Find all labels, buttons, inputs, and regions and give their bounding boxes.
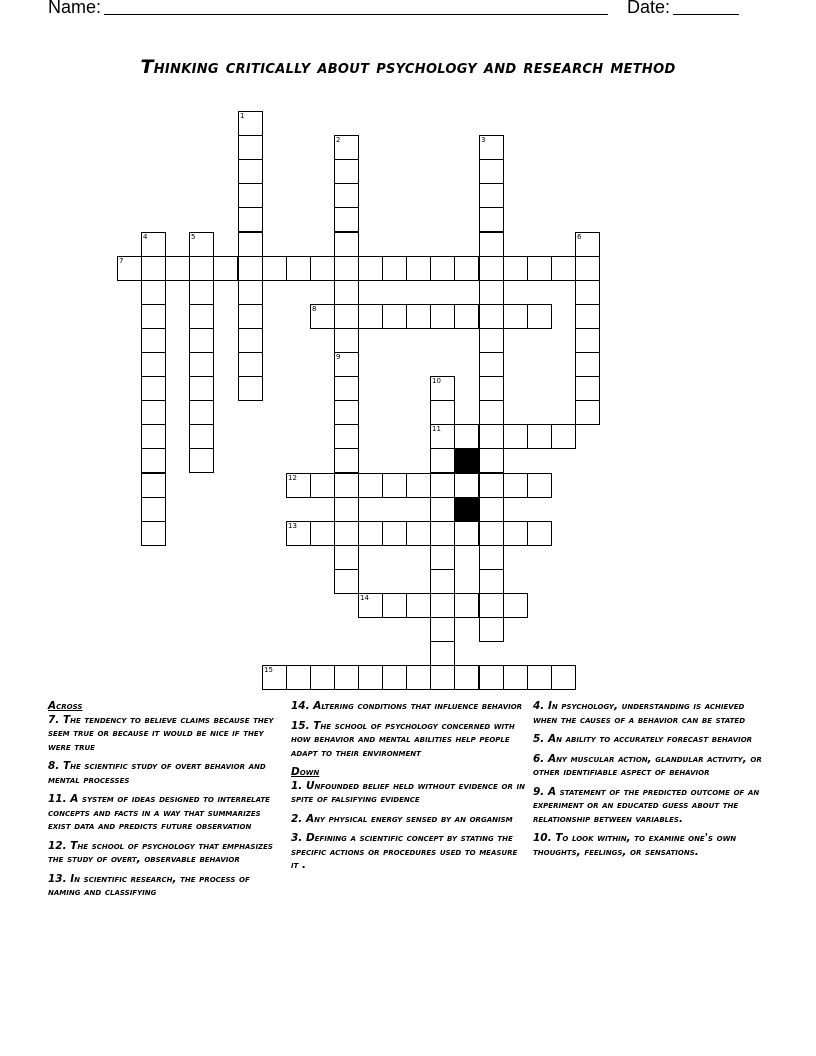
grid-cell[interactable] — [238, 304, 263, 329]
grid-cell[interactable] — [334, 207, 359, 232]
across-heading: Across — [48, 700, 83, 712]
grid-cell[interactable] — [430, 424, 455, 449]
grid-cell[interactable] — [527, 473, 552, 498]
clue-across-15: 15. The school of psychology concerned with how behavior and mental abilities help people adapt to their environment — [291, 719, 515, 759]
grid-cell[interactable] — [575, 256, 600, 281]
grid-cell[interactable] — [479, 280, 504, 305]
grid-cell[interactable] — [334, 665, 359, 690]
clue-number: 2 — [336, 136, 341, 144]
grid-cell[interactable] — [382, 665, 407, 690]
grid-cell[interactable] — [141, 280, 166, 305]
grid-cell[interactable] — [479, 159, 504, 184]
grid-cell[interactable] — [141, 304, 166, 329]
grid-cell[interactable] — [551, 665, 576, 690]
clue-number: 9 — [336, 353, 341, 361]
grid-cell[interactable] — [479, 593, 504, 618]
grid-cell[interactable] — [334, 545, 359, 570]
grid-cell[interactable] — [382, 304, 407, 329]
grid-cell[interactable] — [213, 256, 238, 281]
clue-number: 7 — [119, 257, 124, 265]
clue-down-2: 2. Any physical energy sensed by an organism — [291, 812, 513, 825]
clue-number: 5 — [191, 233, 196, 241]
grid-cell[interactable] — [334, 352, 359, 377]
grid-cell[interactable] — [527, 256, 552, 281]
clue-number: 6 — [577, 233, 582, 241]
grid-cell[interactable] — [358, 665, 383, 690]
page-title: Thinking critically about psychology and research method — [140, 56, 676, 78]
grid-cell[interactable] — [262, 256, 287, 281]
grid-cell[interactable] — [310, 521, 335, 546]
grid-cell[interactable] — [479, 497, 504, 522]
grid-cell[interactable] — [503, 473, 528, 498]
grid-cell[interactable] — [503, 304, 528, 329]
grid-cell[interactable] — [430, 521, 455, 546]
grid-cell[interactable] — [334, 497, 359, 522]
grid-cell[interactable] — [334, 521, 359, 546]
clue-number: 1 — [240, 112, 245, 120]
grid-cell[interactable] — [454, 665, 479, 690]
clue-across-8: 8. The scientific study of overt behavior and mental processes — [48, 760, 266, 786]
grid-block-cell — [454, 448, 479, 473]
grid-cell[interactable] — [503, 665, 528, 690]
clue-down-3: 3. Defining a scientific concept by stating the specific actions or procedures used to measure it . — [291, 832, 518, 871]
grid-cell[interactable] — [358, 256, 383, 281]
grid-cell[interactable] — [189, 256, 214, 281]
grid-cell[interactable] — [575, 400, 600, 425]
grid-cell[interactable] — [189, 232, 214, 257]
grid-cell[interactable] — [527, 424, 552, 449]
grid-cell[interactable] — [479, 665, 504, 690]
grid-cell[interactable] — [479, 424, 504, 449]
grid-cell[interactable] — [479, 207, 504, 232]
grid-cell[interactable] — [479, 328, 504, 353]
grid-cell[interactable] — [551, 256, 576, 281]
grid-cell[interactable] — [238, 376, 263, 401]
grid-cell[interactable] — [527, 665, 552, 690]
grid-cell[interactable] — [454, 424, 479, 449]
grid-cell[interactable] — [430, 545, 455, 570]
grid-cell[interactable] — [454, 473, 479, 498]
grid-cell[interactable] — [575, 376, 600, 401]
grid-cell[interactable] — [479, 352, 504, 377]
clue-number: 8 — [312, 305, 317, 313]
grid-cell[interactable] — [551, 424, 576, 449]
grid-cell[interactable] — [503, 593, 528, 618]
grid-cell[interactable] — [406, 473, 431, 498]
grid-cell[interactable] — [430, 641, 455, 666]
clue-down-6: 6. Any muscular action, glandular activity, or other identifiable aspect of behavior — [533, 752, 762, 778]
grid-cell[interactable] — [479, 135, 504, 160]
grid-cell[interactable] — [479, 304, 504, 329]
grid-cell[interactable] — [382, 256, 407, 281]
name-field[interactable] — [104, 14, 608, 15]
clue-down-1: 1. Unfounded belief held without evidence or in spite of falsifying evidence — [291, 779, 525, 805]
grid-cell[interactable] — [238, 207, 263, 232]
grid-cell[interactable] — [430, 376, 455, 401]
date-field[interactable] — [673, 14, 739, 15]
grid-cell[interactable] — [382, 473, 407, 498]
clues-column-3 — [533, 700, 768, 865]
grid-cell[interactable] — [189, 352, 214, 377]
grid-cell[interactable] — [310, 256, 335, 281]
grid-cell[interactable] — [334, 135, 359, 160]
grid-cell[interactable] — [286, 473, 311, 498]
grid-cell[interactable] — [454, 304, 479, 329]
grid-cell[interactable] — [238, 159, 263, 184]
grid-cell[interactable] — [117, 256, 142, 281]
clue-number: 12 — [288, 474, 297, 482]
grid-cell[interactable] — [406, 256, 431, 281]
grid-cell[interactable] — [189, 400, 214, 425]
grid-cell[interactable] — [238, 256, 263, 281]
grid-cell[interactable] — [454, 593, 479, 618]
grid-cell[interactable] — [430, 665, 455, 690]
clue-number: 4 — [143, 233, 148, 241]
grid-cell[interactable] — [406, 304, 431, 329]
clue-number: 11 — [432, 425, 441, 433]
grid-cell[interactable] — [334, 376, 359, 401]
grid-cell[interactable] — [189, 304, 214, 329]
clue-number: 13 — [288, 522, 297, 530]
grid-cell[interactable] — [454, 256, 479, 281]
grid-cell[interactable] — [479, 256, 504, 281]
grid-cell[interactable] — [238, 328, 263, 353]
grid-block-cell — [454, 497, 479, 522]
grid-cell[interactable] — [358, 304, 383, 329]
grid-cell[interactable] — [334, 328, 359, 353]
grid-cell[interactable] — [141, 473, 166, 498]
grid-cell[interactable] — [334, 280, 359, 305]
grid-cell[interactable] — [527, 304, 552, 329]
grid-cell[interactable] — [189, 448, 214, 473]
clue-across-13: 13. In scientific research, the process of naming and classifying — [48, 872, 250, 898]
clue-number: 14 — [360, 594, 369, 602]
grid-cell[interactable] — [575, 352, 600, 377]
grid-cell[interactable] — [286, 521, 311, 546]
grid-cell[interactable] — [334, 424, 359, 449]
grid-cell[interactable] — [503, 424, 528, 449]
grid-cell[interactable] — [141, 424, 166, 449]
grid-cell[interactable] — [358, 521, 383, 546]
grid-cell[interactable] — [141, 328, 166, 353]
grid-cell[interactable] — [503, 256, 528, 281]
grid-cell[interactable] — [575, 304, 600, 329]
grid-cell[interactable] — [430, 569, 455, 594]
clues-column-1 — [48, 700, 283, 906]
grid-cell[interactable] — [479, 569, 504, 594]
grid-cell[interactable] — [479, 376, 504, 401]
grid-cell[interactable] — [430, 400, 455, 425]
grid-cell[interactable] — [238, 280, 263, 305]
grid-cell[interactable] — [334, 569, 359, 594]
clue-down-5: 5. An ability to accurately forecast behavior — [533, 733, 753, 745]
grid-cell[interactable] — [334, 183, 359, 208]
grid-cell[interactable] — [479, 521, 504, 546]
grid-cell[interactable] — [479, 232, 504, 257]
grid-cell[interactable] — [141, 400, 166, 425]
grid-cell[interactable] — [334, 400, 359, 425]
grid-cell[interactable] — [334, 232, 359, 257]
grid-cell[interactable] — [382, 521, 407, 546]
grid-cell[interactable] — [358, 593, 383, 618]
clue-down-9: 9. A statement of the predicted outcome of an experiment or an educated guess about the relationship between variables. — [533, 785, 760, 825]
grid-cell[interactable] — [165, 256, 190, 281]
grid-cell[interactable] — [141, 376, 166, 401]
grid-cell[interactable] — [406, 521, 431, 546]
grid-cell[interactable] — [310, 304, 335, 329]
grid-cell[interactable] — [334, 473, 359, 498]
clue-number: 10 — [432, 377, 441, 385]
grid-cell[interactable] — [286, 665, 311, 690]
clue-number: 3 — [481, 136, 486, 144]
name-label: Name: — [48, 0, 102, 17]
grid-cell[interactable] — [286, 256, 311, 281]
clue-number: 15 — [264, 666, 273, 674]
grid-cell[interactable] — [454, 521, 479, 546]
grid-cell[interactable] — [479, 400, 504, 425]
clue-down-4: 4. In psychology, understanding is achieved when the causes of a behavior can be stated — [533, 700, 746, 726]
grid-cell[interactable] — [430, 617, 455, 642]
grid-cell[interactable] — [310, 473, 335, 498]
clue-down-10: 10. To look within, to examine one's own thoughts, feelings, or sensations. — [533, 832, 737, 858]
grid-cell[interactable] — [189, 328, 214, 353]
grid-cell[interactable] — [479, 545, 504, 570]
grid-cell[interactable] — [575, 232, 600, 257]
grid-cell[interactable] — [141, 448, 166, 473]
clue-across-12: 12. The school of psychology that emphasizes the study of overt, observable behavior — [48, 839, 273, 865]
grid-cell[interactable] — [238, 111, 263, 136]
clues-column-2 — [291, 700, 526, 879]
grid-cell[interactable] — [430, 497, 455, 522]
grid-cell[interactable] — [406, 665, 431, 690]
grid-cell[interactable] — [334, 304, 359, 329]
clue-across-14: 14. Altering conditions that influence behavior — [291, 700, 523, 712]
grid-cell[interactable] — [238, 183, 263, 208]
grid-cell[interactable] — [141, 256, 166, 281]
grid-cell[interactable] — [479, 183, 504, 208]
grid-cell[interactable] — [430, 448, 455, 473]
grid-cell[interactable] — [189, 280, 214, 305]
grid-cell[interactable] — [189, 376, 214, 401]
grid-cell[interactable] — [479, 617, 504, 642]
grid-cell[interactable] — [334, 159, 359, 184]
grid-cell[interactable] — [141, 352, 166, 377]
grid-cell[interactable] — [310, 665, 335, 690]
grid-cell[interactable] — [575, 280, 600, 305]
grid-cell[interactable] — [238, 232, 263, 257]
grid-cell[interactable] — [141, 521, 166, 546]
date-label: Date: — [627, 0, 671, 17]
grid-cell[interactable] — [358, 473, 383, 498]
grid-cell[interactable] — [479, 473, 504, 498]
grid-cell[interactable] — [262, 665, 287, 690]
grid-cell[interactable] — [430, 256, 455, 281]
grid-cell[interactable] — [141, 497, 166, 522]
grid-cell[interactable] — [334, 448, 359, 473]
grid-cell[interactable] — [575, 328, 600, 353]
grid-cell[interactable] — [527, 521, 552, 546]
clue-across-7: 7. The tendency to believe claims because they seem true or because it would be nice if they were true — [48, 713, 274, 753]
grid-cell[interactable] — [334, 256, 359, 281]
grid-cell[interactable] — [141, 232, 166, 257]
clue-across-11: 11. A system of ideas designed to interrelate concepts and facts in a way that summarizes exist data and predicts future observation — [48, 793, 270, 832]
grid-cell[interactable] — [238, 352, 263, 377]
grid-cell[interactable] — [430, 304, 455, 329]
grid-cell[interactable] — [503, 521, 528, 546]
grid-cell[interactable] — [238, 135, 263, 160]
grid-cell[interactable] — [382, 593, 407, 618]
grid-cell[interactable] — [406, 593, 431, 618]
grid-cell[interactable] — [430, 473, 455, 498]
grid-cell[interactable] — [189, 424, 214, 449]
grid-cell[interactable] — [430, 593, 455, 618]
grid-cell[interactable] — [479, 448, 504, 473]
header — [48, 0, 748, 22]
down-heading: Down — [291, 766, 320, 778]
